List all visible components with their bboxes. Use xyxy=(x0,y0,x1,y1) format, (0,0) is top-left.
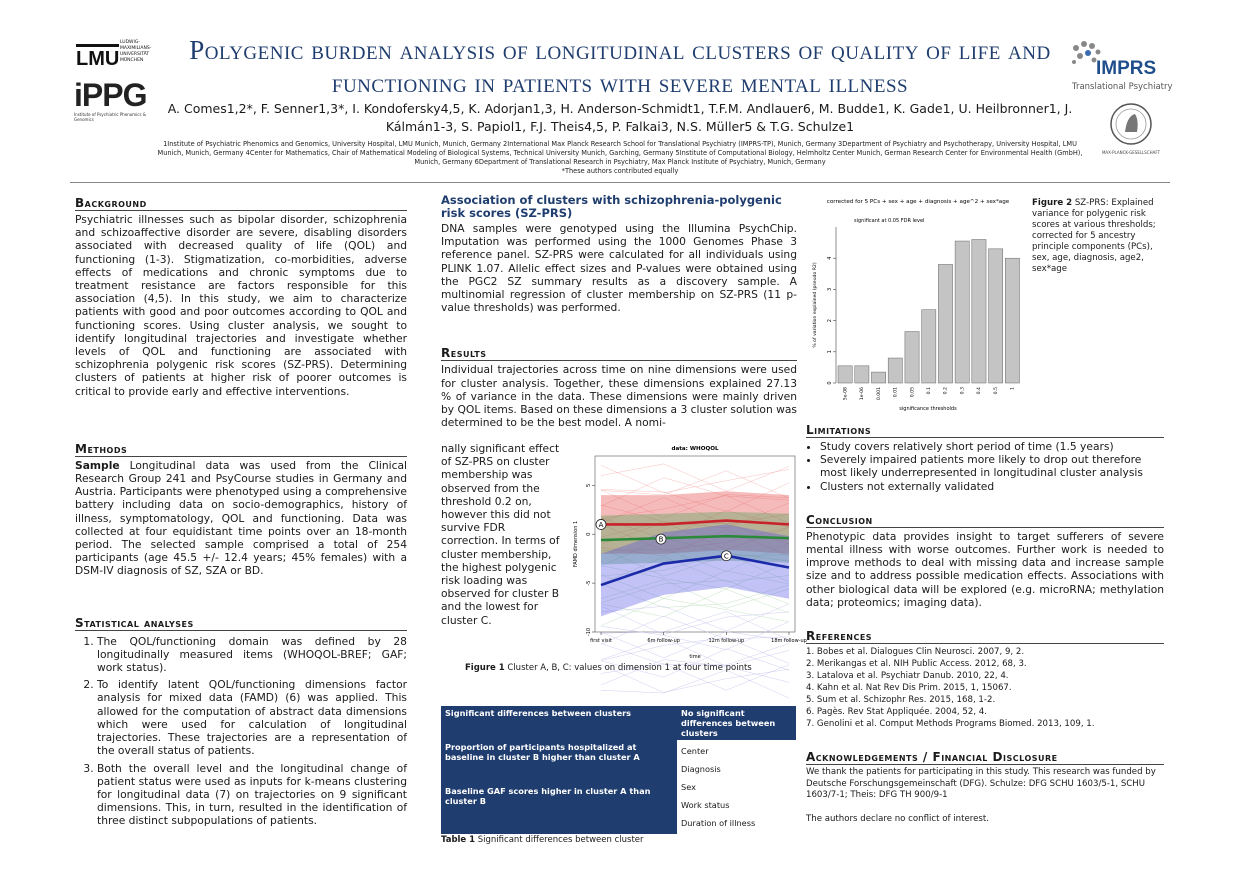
table1-caption-text: Significant differences between cluster xyxy=(475,835,644,845)
results-text-continued: nally significant effect of SZ-PRS on cluster membership was observed from the threshold 0.2 on, however this did not survive FDR correction. In terms of cluster membership, the highest polygenic risk loading was observed for cluster B and the lowest for cluster C. xyxy=(441,442,560,627)
figure2-x-tick-label: 1 xyxy=(1010,387,1016,390)
reference-item: 5. Sum et al. Schizophr Res. 2015, 168, 1-2. xyxy=(806,695,996,706)
figure2-x-tick-label: 0.5 xyxy=(993,387,999,395)
results-text: Individual trajectories across time on nine dimensions were used for cluster analysis. Together, these dimensions explained 27.13 % of variance in the data. These dimensions were mainly driven by QOL items. Based on these dimensions a 3 cluster solution was determined to be the best model. A nomi- xyxy=(441,363,797,430)
figure2-bar xyxy=(855,366,869,383)
table1-caption-label: Table 1 xyxy=(441,835,476,845)
reference-item: 4. Kahn et al. Nat Rev Dis Prim. 2015, 1, 15067. xyxy=(806,683,1012,694)
conclusion-text: Phenotypic data provides insight to target sufferers of severe mental illness with worse outcomes. Further work is needed to improve methods to deal with missing data and increase sample size and to address possible medication effects. Associations with other biological data will be explored (e.g. microRNA; methylation data; proteomics; imaging data). xyxy=(806,529,1164,609)
figure1-trajectory-chart xyxy=(565,440,807,662)
figure1-y-tick-label: -5 xyxy=(586,580,592,586)
figure2-bar xyxy=(989,249,1003,383)
reference-item: 1. Bobes et al. Dialogues Clin Neurosci. 2007, 9, 2. xyxy=(806,647,1025,658)
left-column xyxy=(75,196,407,832)
figure1-caption-label: Figure 1 xyxy=(465,663,505,673)
limitations-heading: Limitations xyxy=(806,423,1164,438)
table1-significant-cell xyxy=(441,740,677,834)
stats-heading: Statistical analyses xyxy=(75,616,407,631)
figure1-y-label: FAMD dimension 1 xyxy=(573,520,579,568)
figure2-x-tick-label: 0.001 xyxy=(876,387,882,401)
imprs-logo xyxy=(1068,38,1173,98)
figure2-x-tick-label: 0.2 xyxy=(943,387,949,395)
table1-row: Baseline GAF scores higher in cluster A than cluster B xyxy=(445,786,651,806)
figure2-bar xyxy=(888,358,902,383)
figure2-x-tick-label: 5e-08 xyxy=(843,387,849,401)
figure2-title: corrected for 5 PCs + sex + age + diagnosis + age^2 + sex*age xyxy=(826,199,1010,205)
figure1-caption xyxy=(465,663,752,674)
figure2-y-tick-label: 2 xyxy=(827,319,833,323)
ippg-logo xyxy=(74,78,158,126)
imprs-logo-text: IMPRS xyxy=(1096,58,1157,79)
figure1-x-tick-label: 18m follow-up xyxy=(771,638,807,644)
cluster-b-label: B xyxy=(658,535,664,544)
table1-caption xyxy=(441,835,644,846)
figure2-y-label: % of variation explained (pseudo R2) xyxy=(813,262,818,348)
figure1-y-tick-label: 0 xyxy=(586,532,592,536)
figure1-y-tick-label: -10 xyxy=(586,627,592,637)
affiliations-text: 1Institute of Psychiatric Phenomics and Genomics, University Hospital, LMU Munich, Munich, Germany 2International Max Planck Research School for Translational Psychiatry (IMPRS-TP), Munich, Germany 3Department of Psychiatry and Psychotherapy, University Hospital, LMU Munich, Munich, Germany 4Center for Mathematics, Chair of Mathematical Modeling of Biological Systems, Technical University Munich, Garching, Germany 5Institute of Computational Biology, Helmholtz Center Munich, German Research Center for Environmental Health (GmbH), Munich, Germany 6Department of Translational Research in Psychiatry, Max Planck Institute of Psychiatry, Munich, Germany xyxy=(157,140,1083,166)
association-text: DNA samples were genotyped using the Illumina PsychChip. Imputation was performed using the 1000 Genomes Phase 3 reference panel. SZ-PRS were calculated for all individuals using PLINK 1.07. Allelic effect sizes and P-values were obtained using the PGC2 SZ summary results as a discovery sample. A multinomial regression of cluster membership on SZ-PRS (11 p-value thresholds) was performed. xyxy=(441,222,797,315)
figure2-bar xyxy=(955,241,969,383)
figure2-x-tick-label: 1e-06 xyxy=(860,387,866,401)
figure2-x-tick-label: 0.3 xyxy=(960,387,966,395)
figure1-x-tick-label: 12m follow-up xyxy=(708,638,745,644)
references-list xyxy=(806,646,1164,730)
lmu-logo-sub: LUDWIG-MAXIMILIANS-UNIVERSITÄT MÜNCHEN xyxy=(120,40,152,63)
figure2-bar xyxy=(922,310,936,383)
table1-row: Diagnosis xyxy=(681,764,721,774)
background-text: Psychiatric illnesses such as bipolar disorder, schizophrenia and schizoaffective disorder are severe, disabling disorders associated with decreased quality of life (QOL) and functioning (1-3). Stigmatization, co-morbidities, adverse effects of medications and chronic symptoms due to treatment resistance are factors responsible for this association (4,5). In this study, we aim to characterize patients with good and poor outcomes according to QOL and functioning scores. Using cluster analysis, we sought to identify longitudinal trajectories and investigate whether levels of QOL and functioning are associated with schizophrenia polygenic risk scores (SZ-PRS). Determining clusters of patients at higher risk of poorer outcomes is critical to provide early and effective interventions. xyxy=(75,213,407,398)
figure2-legend: significant at 0.05 FDR level xyxy=(854,218,925,224)
figure2-bar xyxy=(905,332,919,383)
figure2-y-tick-label: 1 xyxy=(827,350,833,354)
reference-item: 6. Pagès. Rev Stat Appliquée. 2004, 52, 4. xyxy=(806,707,987,718)
individual-trajectory xyxy=(601,670,789,698)
table1 xyxy=(441,706,796,834)
figure2-caption-text: SZ-PRS: Explained variance for polygenic risk scores at various thresholds; corrected for 5 ancestry principle components (PCs), sex, age, diagnosis, age2, sex*age xyxy=(1032,198,1156,274)
lmu-logo xyxy=(76,38,156,74)
right-column xyxy=(806,423,1164,824)
table1-row: Center xyxy=(681,746,709,756)
table1-row: Work status xyxy=(681,800,730,810)
minerva-seal-icon xyxy=(1109,102,1153,146)
references-heading: References xyxy=(806,629,1164,644)
figure2-x-tick-label: 0.05 xyxy=(910,387,916,398)
middle-column xyxy=(441,194,797,429)
figure2-bar xyxy=(1005,258,1019,383)
figure2-y-tick-label: 3 xyxy=(827,287,833,291)
limitation-item: • Study covers relatively short period of time (1.5 years) xyxy=(820,440,1164,453)
coi-statement: The authors declare no conflict of interest. xyxy=(806,813,989,824)
figure2-bar xyxy=(938,264,952,383)
background-heading: Background xyxy=(75,196,407,211)
figure2-caption-label: Figure 2 xyxy=(1032,198,1073,208)
figure1-y-tick-label: 5 xyxy=(586,483,592,487)
table1-row: Duration of illness xyxy=(681,818,756,828)
stats-list xyxy=(75,635,407,828)
cluster-c-label: C xyxy=(723,552,729,561)
ippg-logo-text: iPPG xyxy=(74,77,147,113)
figure1-x-label: time xyxy=(689,654,701,660)
figure2-x-tick-label: 0.1 xyxy=(927,387,932,395)
lmu-logo-text: LMU xyxy=(76,44,119,71)
mpg-logo xyxy=(1096,102,1166,164)
table1-row: Proportion of participants hospitalized at baseline in cluster B higher than cluster A xyxy=(445,742,640,762)
author-list: A. Comes1,2*, F. Senner1,3*, I. Kondofersky4,5, K. Adorjan1,3, H. Anderson-Schmidt1, T.F.M. Andlauer6, M. Budde1, K. Gade1, U. Heilbronner1, J. Kálmán1-3, S. Papiol1, F.J. Theis4,5, P. Falkai3, N.S. Müller5 & T.G. Schulze1 xyxy=(167,101,1073,134)
stats-item: 2. To identify latent QOL/functioning dimensions factor analysis for mixed data (FAMD) (6) was applied. This allowed for the computation of abstract data dimensions which were used for calculation of longitudinal trajectories. These trajectories are a representation of the overall status of patients. xyxy=(97,678,407,757)
methods-text xyxy=(75,459,407,578)
results-heading: Results xyxy=(441,346,797,361)
figure2-bar xyxy=(838,366,852,383)
acknowledgements-text: We thank the patients for participating in this study. This research was funded by Deutsche Forschungsgemeinschaft (DFG). Schulze: DFG SCHU 1603/5-1, SCHU 1603/7-1; Theis: DFG TH 900/9-1 xyxy=(806,767,1156,801)
figure2-y-tick-label: 4 xyxy=(827,256,833,260)
sample-label: Sample xyxy=(75,458,120,472)
header-divider xyxy=(70,182,1170,183)
cluster-a-label: A xyxy=(598,521,604,530)
limitations-list xyxy=(806,440,1164,493)
stats-item: 3. Both the overall level and the longitudinal change of patient status were used as inputs for k-means clustering for longitudinal data (7) on trajectories on 9 significant dimensions. This, in turn, resulted in the identification of three distinct subpopulations of patients. xyxy=(97,762,407,828)
limitation-item: • Severely impaired patients more likely to drop out therefore most likely underrepresented in longitudinal cluster analysis xyxy=(820,453,1164,479)
limitation-item: • Clusters not externally validated xyxy=(820,480,1164,493)
figure1-title: data: WHOQOL xyxy=(671,446,719,452)
conclusion-heading: Conclusion xyxy=(806,513,1164,528)
affiliations xyxy=(150,140,1090,176)
acknowledgements-heading: Acknowledgements / Financial Disclosure xyxy=(806,750,1164,765)
stats-item: 1. The QOL/functioning domain was defined by 28 longitudinally measured items (WHOQOL-BREF; GAF; work status). xyxy=(97,635,407,675)
figure2-bar xyxy=(871,372,885,383)
ippg-logo-sub: Institute of Psychiatric Phenomics & Genomics xyxy=(74,112,146,122)
table1-header-not-significant: No significant differences between clusters xyxy=(677,706,796,740)
figure2-prs-bar-chart xyxy=(806,193,1028,413)
figure2-caption xyxy=(1032,198,1166,275)
methods-body: Longitudinal data was used from the Clinical Research Group 241 and PsyCourse studies in Germany and Austria. Participants were phenotyped using a comprehensive battery including data on socio-demographics, history of illness, symptomatology, QOL and functioning. Data was collected at four equidistant time points over an 18-month period. The selected sample comprised a total of 254 participants (age 45.5 +/- 12.4 years; 45% females) with a DSM-IV diagnosis of SZ, SZA or BD. xyxy=(75,458,407,578)
mpg-logo-sub: MAX-PLANCK-GESELLSCHAFT xyxy=(1101,150,1161,155)
table1-not-significant-cell xyxy=(677,740,796,834)
figure2-y-tick-label: 0 xyxy=(827,381,833,385)
figure2-x-tick-label: 0.01 xyxy=(893,387,899,398)
association-heading: Association of clusters with schizophrenia-polygenic risk scores (SZ-PRS) xyxy=(441,193,782,220)
reference-item: 2. Merikangas et al. NIH Public Access. 2012, 68, 3. xyxy=(806,659,1027,670)
figure1-x-tick-label: first visit xyxy=(590,638,612,644)
figure1-caption-text: Cluster A, B, C: values on dimension 1 at four time points xyxy=(504,663,752,673)
figure2-bar xyxy=(972,239,986,383)
reference-item: 7. Genolini et al. Comput Methods Programs Biomed. 2013, 109, 1. xyxy=(806,719,1095,730)
poster-title: Polygenic burden analysis of longitudinal clusters of quality of life and functioning in patients with severe mental illness xyxy=(189,35,1051,98)
imprs-logo-sub: Translational Psychiatry xyxy=(1072,82,1173,92)
figure1-x-tick-label: 6m follow-up xyxy=(647,638,680,644)
figure2-x-label: significance thresholds xyxy=(899,406,957,412)
equal-contribution-note: *These authors contributed equally xyxy=(561,167,679,175)
methods-heading: Methods xyxy=(75,442,407,457)
table1-row: Sex xyxy=(681,782,696,792)
reference-item: 3. Latalova et al. Psychiatr Danub. 2010, 22, 4. xyxy=(806,671,1009,682)
table1-header-significant: Significant differences between clusters xyxy=(441,706,677,740)
figure2-x-tick-label: 0.4 xyxy=(977,387,983,395)
